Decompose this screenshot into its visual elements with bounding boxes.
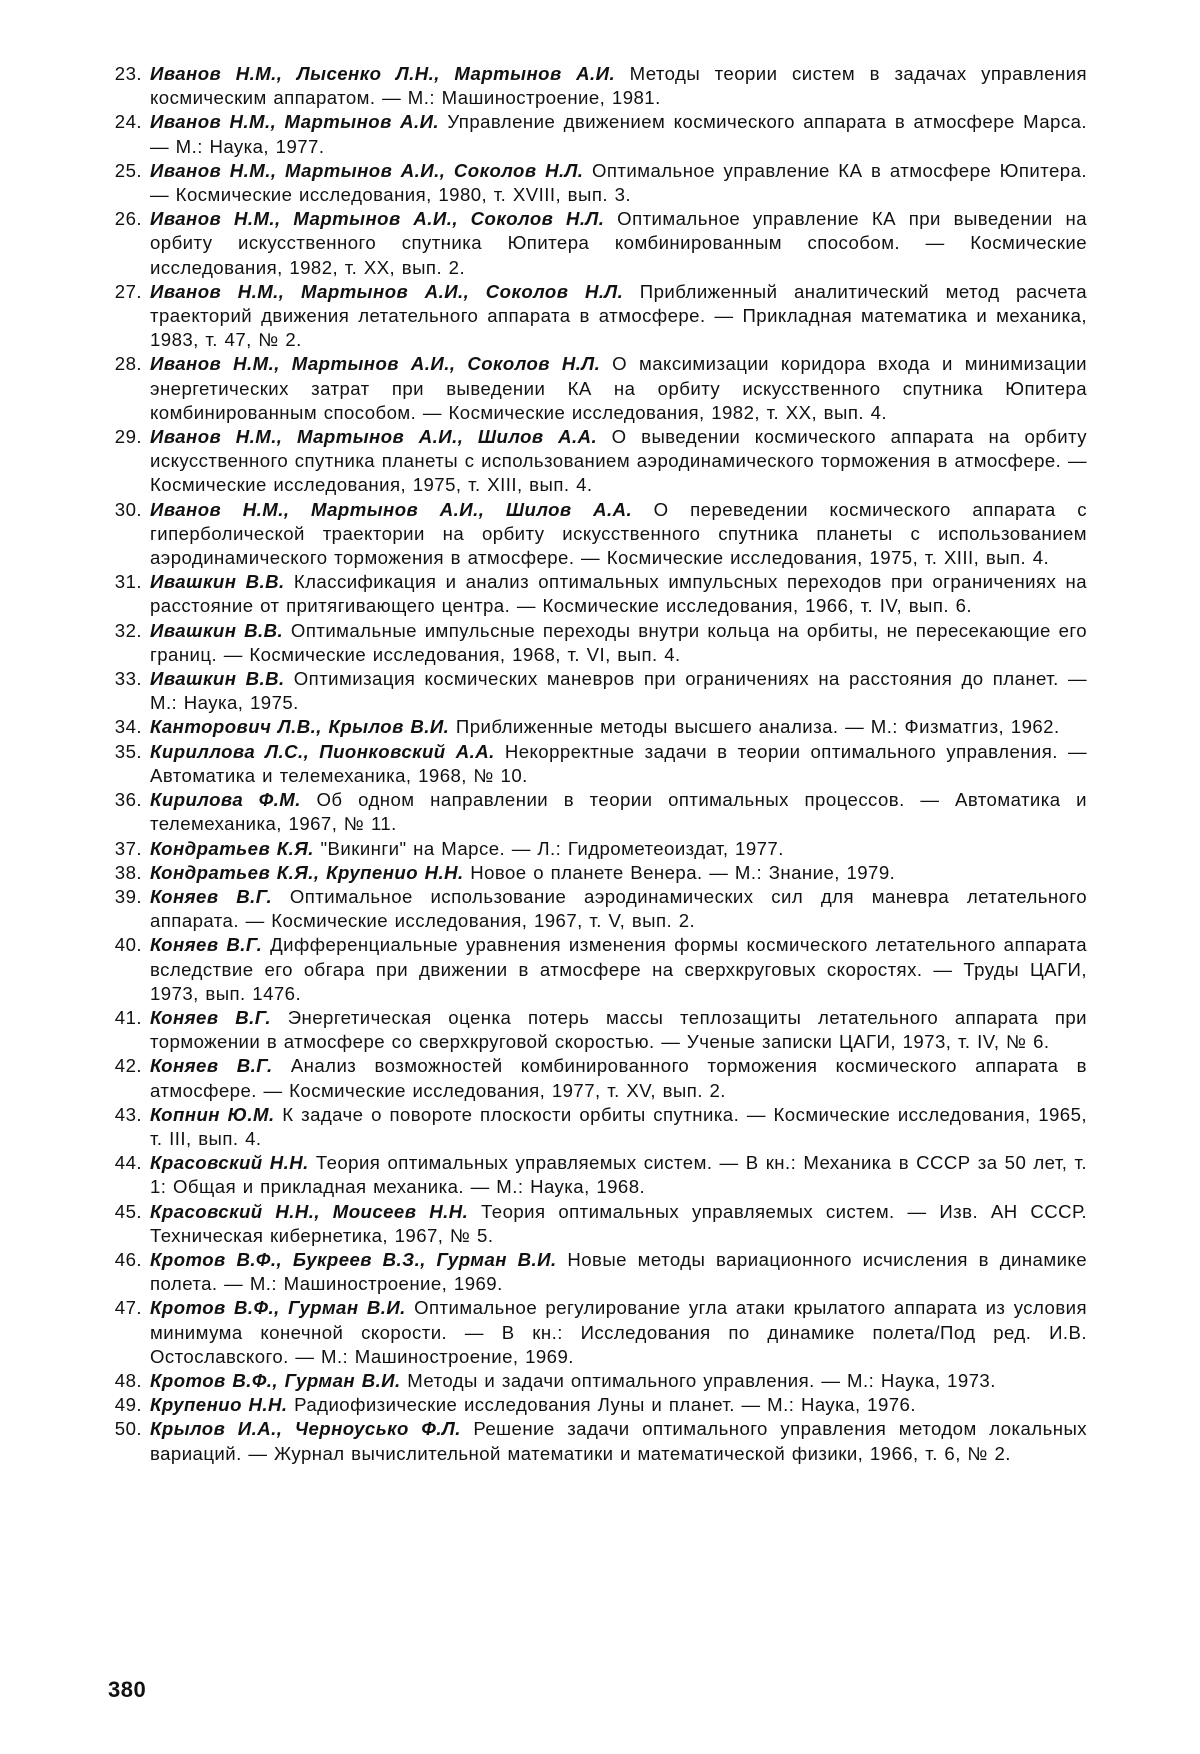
reference-authors: Коняев В.Г.	[150, 885, 273, 907]
reference-text: О максимизации коридора входа и минимизации энергетических затрат при выведении КА на орбиту искусственного спутника Юпитера комбинированным способом. — Космические исследования, 1982, т. XX, вып. 4.	[150, 353, 1087, 423]
reference-text: О переведении космического аппарата с гиперболической траектории на орбиту искусственного спутника планеты с использованием аэродинамического торможения в атмосфере. — Космические исследования, 1975, т. XIII, вып. 4.	[150, 498, 1088, 569]
reference-text: Приближенные методы высшего анализа. — М.: Физматгиз, 1962.	[449, 716, 1060, 738]
reference-text: Дифференциальные уравнения изменения формы космического летательного аппарата вследствие его обгара при движении в атмосфере на сверхкруговых скоростях. — Труды ЦАГИ, 1973, вып. 1476.	[150, 934, 1087, 1004]
reference-item	[102, 837, 1087, 861]
reference-authors: Коняев В.Г.	[150, 934, 263, 956]
reference-item	[102, 1054, 1087, 1102]
reference-text: Управление движением космического аппарата в атмосфере Марса. — М.: Наука, 1977.	[150, 111, 1087, 157]
reference-number: 25.	[114, 159, 142, 181]
reference-number: 26.	[114, 208, 142, 230]
reference-authors: Кондратьев К.Я., Крупенио Н.Н.	[150, 861, 464, 883]
reference-authors: Иванов Н.М., Мартынов А.И., Соколов Н.Л.	[150, 280, 624, 302]
reference-item	[102, 619, 1087, 667]
reference-authors: Коняев В.Г.	[150, 1055, 273, 1077]
reference-text: Решение задачи оптимального управления методом локальных вариаций. — Журнал вычислительной математики и математической физики, 1966, т. 6, № 2.	[150, 1418, 1087, 1464]
reference-item	[102, 280, 1087, 353]
reference-authors: Иванов Н.М., Мартынов А.И., Шилов А.А.	[150, 498, 633, 520]
reference-text: Оптимальные импульсные переходы внутри кольца на орбиты, не пересекающие его границ. — Космические исследования, 1968, т. VI, вып. 4.	[150, 619, 1088, 665]
reference-authors: Крылов И.А., Черноусько Ф.Л.	[150, 1418, 461, 1440]
reference-item	[102, 885, 1087, 933]
reference-number: 43.	[114, 1103, 142, 1125]
reference-authors: Крупенио Н.Н.	[150, 1394, 288, 1416]
reference-item	[102, 788, 1087, 836]
reference-text: Классификация и анализ оптимальных импульсных переходов при ограничениях на расстояние от притягивающего центра. — Космические исследования, 1966, т. IV, вып. 6.	[150, 571, 1087, 617]
reference-item	[102, 1417, 1087, 1465]
reference-item	[102, 159, 1087, 207]
reference-text: Оптимальное использование аэродинамических сил для маневра летательного аппарата. — Космические исследования, 1967, т. V, вып. 2.	[150, 885, 1087, 932]
reference-text: Новые методы вариационного исчисления в динамике полета. — М.: Машиностроение, 1969.	[150, 1248, 1087, 1295]
reference-authors: Красовский Н.Н., Моисеев Н.Н.	[150, 1200, 469, 1222]
reference-authors: Копнин Ю.М.	[150, 1103, 275, 1125]
reference-item	[102, 425, 1087, 498]
reference-authors: Иванов Н.М., Мартынов А.И., Шилов А.А.	[150, 426, 598, 448]
reference-number: 33.	[114, 668, 142, 690]
reference-text: Оптимальное управление КА при выведении на орбиту искусственного спутника Юпитера комбинированным способом. — Космические исследования, 1982, т. XX, вып. 2.	[150, 208, 1088, 278]
reference-text: Методы и задачи оптимального управления. — М.: Наука, 1973.	[400, 1369, 996, 1391]
reference-authors: Иванов Н.М., Мартынов А.И., Соколов Н.Л.	[150, 353, 601, 375]
reference-item	[102, 1006, 1087, 1054]
reference-text: Радиофизические исследования Луны и планет. — М.: Наука, 1976.	[287, 1394, 916, 1416]
reference-authors: Кротов В.Ф., Гурман В.И.	[150, 1369, 401, 1391]
reference-number: 47.	[114, 1297, 142, 1319]
reference-item	[102, 1200, 1087, 1248]
reference-authors: Кирилова Ф.М.	[150, 789, 301, 811]
reference-item	[102, 570, 1087, 618]
reference-authors: Коняев В.Г.	[150, 1006, 272, 1028]
reference-authors: Иванов Н.М., Лысенко Л.Н., Мартынов А.И.	[150, 63, 616, 84]
reference-number: 30.	[114, 498, 142, 520]
reference-number: 36.	[114, 789, 142, 811]
reference-authors: Красовский Н.Н.	[150, 1152, 309, 1174]
reference-item	[102, 740, 1087, 788]
reference-text: Некорректные задачи в теории оптимального управления. — Автоматика и телемеханика, 1968, № 10.	[150, 740, 1088, 786]
reference-number: 39.	[114, 885, 142, 907]
reference-text: "Викинги" на Марсе. — Л.: Гидрометеоиздат, 1977.	[313, 837, 784, 859]
reference-text: К задаче о повороте плоскости орбиты спутника. — Космические исследования, 1965, т. III, вып. 4.	[150, 1103, 1087, 1149]
reference-item	[102, 1103, 1087, 1151]
reference-item	[102, 1248, 1087, 1296]
reference-item	[102, 352, 1087, 425]
reference-item	[102, 715, 1087, 739]
reference-item	[102, 861, 1087, 885]
reference-item	[102, 110, 1087, 158]
reference-number: 45.	[114, 1200, 142, 1222]
reference-authors: Ивашкин В.В.	[150, 668, 285, 690]
reference-list	[102, 62, 1087, 1466]
reference-text: Оптимизация космических маневров при ограничениях на расстояния до планет. — М.: Наука, 1975.	[150, 668, 1087, 714]
reference-item	[102, 1369, 1087, 1393]
reference-number: 29.	[114, 426, 142, 448]
reference-number: 37.	[114, 837, 142, 859]
reference-authors: Кротов В.Ф., Букреев В.З., Гурман В.И.	[150, 1248, 557, 1270]
reference-item	[102, 1296, 1087, 1369]
reference-authors: Канторович Л.В., Крылов В.И.	[150, 716, 450, 738]
reference-authors: Ивашкин В.В.	[150, 571, 285, 593]
reference-item	[102, 498, 1087, 571]
reference-number: 49.	[114, 1394, 142, 1416]
reference-number: 32.	[114, 619, 142, 641]
reference-number: 24.	[114, 111, 142, 133]
reference-item	[102, 207, 1087, 280]
reference-text: Теория оптимальных управляемых систем. — Изв. АН СССР. Техническая кибернетика, 1967, № 5.	[150, 1200, 1087, 1246]
reference-authors: Иванов Н.М., Мартынов А.И.	[150, 111, 440, 133]
reference-number: 34.	[114, 716, 142, 738]
reference-text: Оптимальное управление КА в атмосфере Юпитера. — Космические исследования, 1980, т. XVIII, вып. 3.	[150, 159, 1087, 206]
reference-text: Методы теории систем в задачах управления космическим аппаратом. — М.: Машиностроение, 1981.	[150, 63, 1088, 109]
reference-number: 46.	[114, 1248, 142, 1270]
reference-authors: Ивашкин В.В.	[150, 619, 284, 641]
reference-number: 41.	[114, 1006, 142, 1028]
reference-authors: Иванов Н.М., Мартынов А.И., Соколов Н.Л.	[150, 208, 605, 230]
reference-authors: Иванов Н.М., Мартынов А.И., Соколов Н.Л.	[150, 159, 584, 181]
reference-authors: Кротов В.Ф., Гурман В.И.	[150, 1297, 406, 1319]
reference-text: Анализ возможностей комбинированного торможения космического аппарата в атмосфере. — Космические исследования, 1977, т. XV, вып. 2.	[150, 1055, 1087, 1101]
reference-text: Новое о планете Венера. — М.: Знание, 1979.	[463, 861, 896, 883]
reference-authors: Кондратьев К.Я.	[150, 837, 314, 859]
reference-number: 23.	[114, 63, 142, 84]
page-number: 380	[108, 1677, 147, 1702]
reference-number: 50.	[114, 1418, 142, 1440]
reference-number: 27.	[114, 280, 142, 302]
reference-authors: Кириллова Л.С., Пионковский А.А.	[150, 740, 495, 762]
reference-text: Энергетическая оценка потерь массы теплозащиты летательного аппарата при торможении в атмосфере со сверхкруговой скоростью. — Ученые записки ЦАГИ, 1973, т. IV, № 6.	[150, 1006, 1087, 1053]
reference-text: Оптимальное регулирование угла атаки крылатого аппарата из условия минимума конечной скорости. — В кн.: Исследования по динамике полета/Под ред. И.В. Остославского. — М.: Машиностроение, 1969.	[150, 1297, 1088, 1367]
reference-number: 28.	[114, 353, 142, 375]
reference-text: Приближенный аналитический метод расчета траекторий движения летательного аппарата в атмосфере. — Прикладная математика и механика, 1983, т. 47, № 2.	[150, 280, 1087, 351]
reference-text: Теория оптимальных управляемых систем. — В кн.: Механика в СССР за 50 лет, т. 1: Общая и прикладная механика. — М.: Наука, 1968.	[150, 1152, 1087, 1198]
reference-number: 42.	[114, 1055, 142, 1077]
reference-item	[102, 62, 1087, 110]
reference-text: О выведении космического аппарата на орбиту искусственного спутника планеты с использованием аэродинамического торможения в атмосфере. — Космические исследования, 1975, т. XIII, вып. 4.	[150, 426, 1087, 496]
reference-number: 31.	[114, 571, 142, 593]
reference-item	[102, 1151, 1087, 1199]
reference-number: 38.	[114, 861, 142, 883]
reference-number: 48.	[114, 1369, 142, 1391]
reference-number: 35.	[114, 740, 142, 762]
reference-item	[102, 667, 1087, 715]
reference-item	[102, 1393, 1087, 1417]
reference-number: 44.	[114, 1152, 142, 1174]
reference-item	[102, 933, 1087, 1006]
reference-text: Об одном направлении в теории оптимальных процессов. — Автоматика и телемеханика, 1967, № 11.	[150, 789, 1087, 835]
reference-number: 40.	[114, 934, 142, 956]
